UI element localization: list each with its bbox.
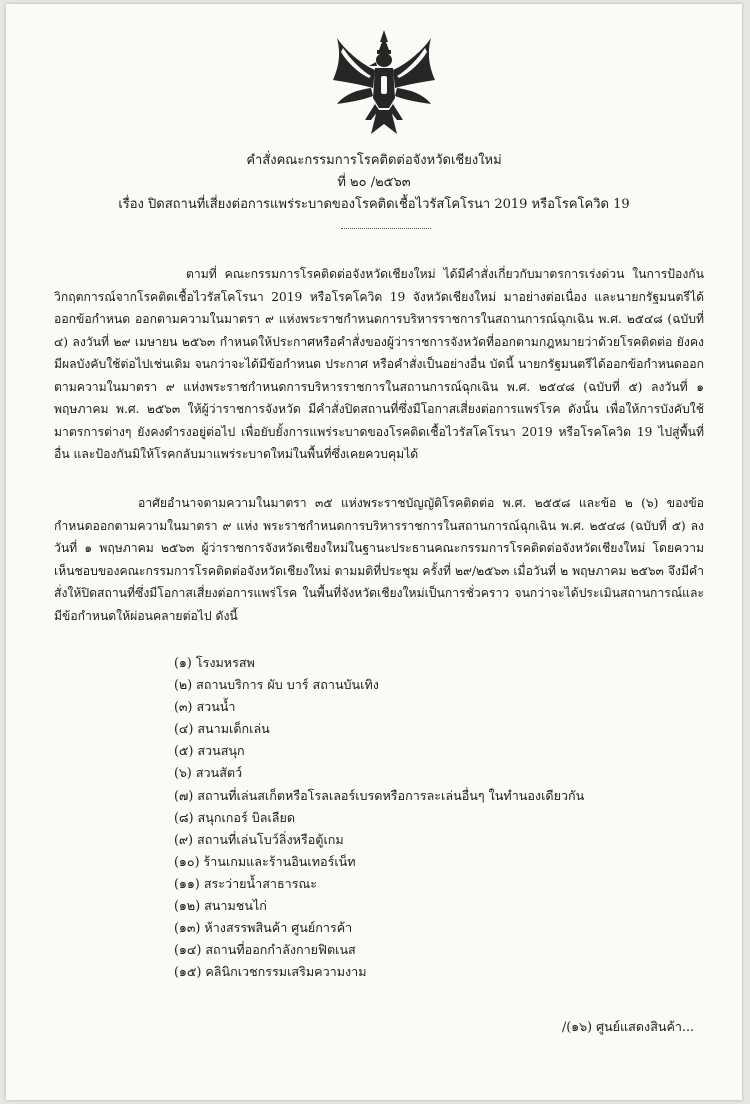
garuda-emblem	[331, 28, 437, 138]
list-item: (๑๔) สถานที่ออกกำลังกายฟิตเนส	[174, 942, 356, 958]
list-item: (๒) สถานบริการ ผับ บาร์ สถานบันเทิง	[174, 677, 379, 693]
order-title: คำสั่งคณะกรรมการโรคติดต่อจังหวัดเชียงใหม่	[246, 153, 502, 168]
order-subject: เรื่อง ปิดสถานที่เสี่ยงต่อการแพร่ระบาดของโรคติดเชื้อไวรัสโคโรนา 2019 หรือโรคโควิด 19	[118, 197, 630, 212]
list-item: (๑๓) ห้างสรรพสินค้า ศูนย์การค้า	[174, 920, 353, 936]
list-item: (๑) โรงมหรสพ	[174, 655, 255, 670]
list-item: (๕) สวนสนุก	[174, 743, 245, 759]
list-item: (๗) สถานที่เล่นสเก็ตหรือโรลเลอร์เบรดหรือการละเล่นอื่นๆ ในทำนองเดียวกัน	[174, 787, 585, 803]
list-item: (๔) สนามเด็กเล่น	[174, 721, 270, 737]
list-item: (๘) สนุกเกอร์ บิลเลียด	[174, 809, 296, 825]
closed-places-list	[174, 652, 694, 983]
document-page	[6, 4, 742, 1100]
list-item: (๓) สวนน้ำ	[174, 699, 236, 715]
list-item: (๙) สถานที่เล่นโบว์ลิ่งหรือตู้เกม	[174, 831, 344, 847]
authority-paragraph: อาศัยอำนาจตามความในมาตรา ๓๕ แห่งพระราชบัญญัติโรคติดต่อ พ.ศ. ๒๕๕๘ และข้อ ๒ (๖) ของข้อกำหนดออกตามความในมาตรา ๙ แห่ง พระราชกำหนดการบริหารราชการในสถานการณ์ฉุกเฉิน พ.ศ. ๒๕๔๘ (ฉบับที่ ๕) ลงวันที่ ๑ พฤษภาคม ๒๕๖๓ ผู้ว่าราชการจังหวัดเชียงใหม่ในฐานะประธานคณะกรรมการโรคติดต่อจังหวัดเชียงใหม่ โดยความเห็นชอบของคณะกรรมการโรคติดต่อจังหวัดเชียงใหม่ ตามมติที่ประชุม ครั้งที่ ๒๙/๒๕๖๓ เมื่อวันที่ ๒ พฤษภาคม ๒๕๖๓ จึงมีคำสั่งให้ปิดสถานที่ซึ่งมีโอกาสเสี่ยงต่อการแพร่โรค ในพื้นที่จังหวัดเชียงใหม่เป็นการชั่วคราว จนกว่าจะได้ประเมินสถานการณ์และมีข้อกำหนดให้ผ่อนคลายต่อไป ดังนี้	[54, 496, 704, 623]
list-item: (๖) สวนสัตว์	[174, 765, 243, 781]
preamble-paragraph: ตามที่ คณะกรรมการโรคติดต่อจังหวัดเชียงใหม่ ได้มีคำสั่งเกี่ยวกับมาตรการเร่งด่วน ในการป้องกันวิกฤตการณ์จากโรคติดเชื้อไวรัสโคโรนา 2019 หรือโรคโควิด 19 จังหวัดเชียงใหม่ มาอย่างต่อเนื่อง และนายกรัฐมนตรีได้ออกข้อกำหนด ออกตามความในมาตรา ๙ แห่งพระราชกำหนดการบริหารราชการในสถานการณ์ฉุกเฉิน พ.ศ. ๒๕๔๘ (ฉบับที่ ๔) ลงวันที่ ๒๙ เมษายน ๒๕๖๓ กำหนดให้ประกาศหรือคำสั่งของผู้ว่าราชการจังหวัดที่ออกตามกฎหมายว่าด้วยโรคติดต่อ ยังคงมีผลบังคับใช้ต่อไปเช่นเดิม จนกว่าจะได้มีข้อกำหนด ประกาศ หรือคำสั่งเป็นอย่างอื่น บัดนี้ นายกรัฐมนตรีได้ออกข้อกำหนดออกตามความในมาตรา ๙ แห่งพระราชกำหนดการบริหารราชการในสถานการณ์ฉุกเฉิน พ.ศ. ๒๕๔๘ (ฉบับที่ ๕) ลงวันที่ ๑ พฤษภาคม พ.ศ. ๒๕๖๓ ให้ผู้ว่าราชการจังหวัด มีคำสั่งปิดสถานที่ซึ่งมีโอกาสเสี่ยงต่อการแพร่โรค ดังนั้น เพื่อให้การบังคับใช้มาตรการต่างๆ ยังคงดำรงอยู่ต่อไป เพื่อยับยั้งการแพร่ระบาดของโรคติดเชื้อไวรัสโคโรนา 2019 หรือโรคโควิด 19 ไปสู่พื้นที่อื่น และป้องกันมิให้โรคกลับมาแพร่ระบาดใหม่ในพื้นที่ซึ่งเคยควบคุมได้	[54, 267, 704, 461]
list-item: (๑๐) ร้านเกมและร้านอินเทอร์เน็ท	[174, 853, 356, 869]
order-number: ที่ ๒๐ /๒๕๖๓	[337, 175, 411, 190]
separator-dotted-line	[341, 228, 431, 229]
continuation-note: /(๑๖) ศูนย์แสดงสินค้า...	[562, 1019, 694, 1034]
list-item: (๑๑) สระว่ายน้ำสาธารณะ	[174, 875, 317, 891]
list-item: (๑๒) สนามชนไก่	[174, 898, 267, 914]
list-item: (๑๕) คลินิกเวชกรรมเสริมความงาม	[174, 964, 367, 980]
